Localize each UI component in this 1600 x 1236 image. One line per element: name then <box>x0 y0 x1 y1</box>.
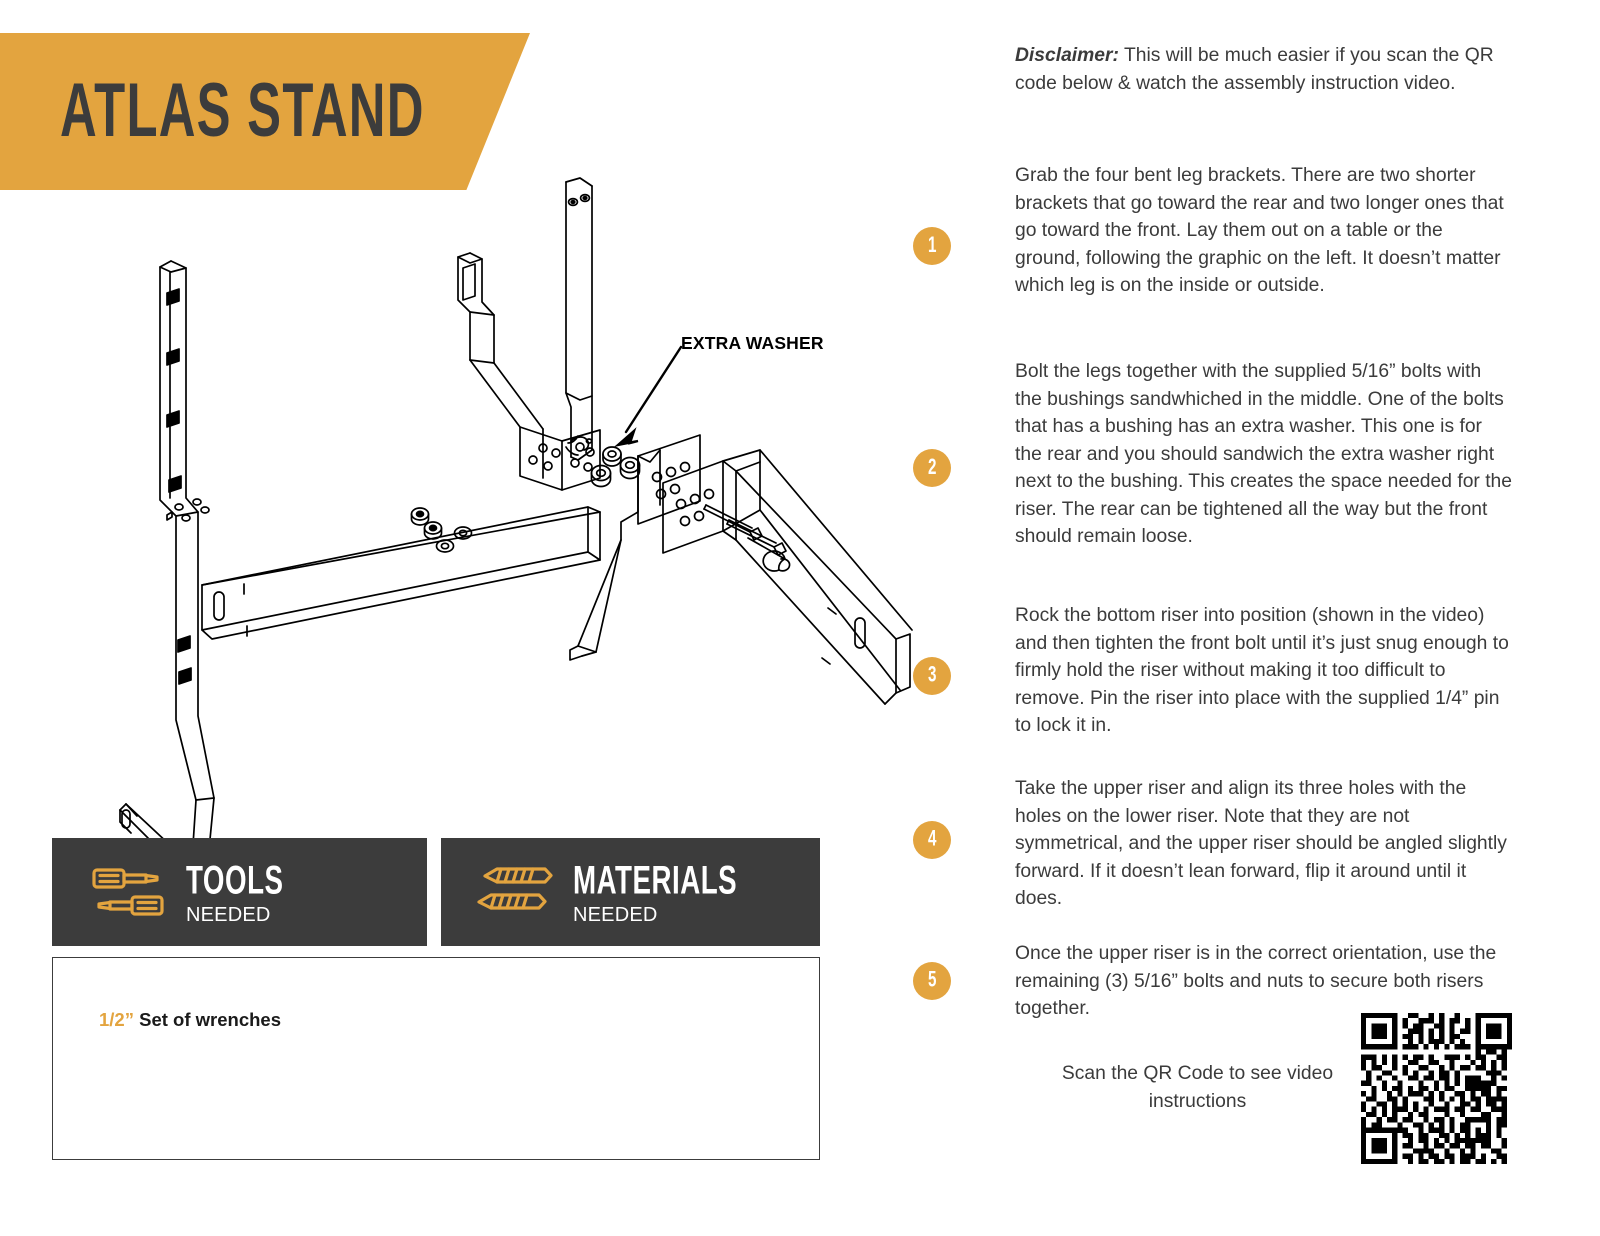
tools-list-item <box>99 1009 281 1031</box>
screws-icon <box>475 862 555 922</box>
upper-riser <box>566 178 592 460</box>
cross-beam-upper <box>202 507 600 639</box>
requirements-body <box>52 957 820 1160</box>
base-legs <box>18 798 326 840</box>
disclaimer-label: Disclaimer: <box>1015 45 1119 66</box>
step-badge-3: 3 <box>913 657 951 695</box>
materials-subtitle: NEEDED <box>573 903 658 926</box>
page-title: ATLAS STAND <box>60 69 425 154</box>
bushing-washer-group <box>592 447 640 487</box>
screwdrivers-icon <box>88 862 168 922</box>
qr-caption: Scan the QR Code to see video instructions <box>1061 1063 1334 1112</box>
extra-washer-callout-label: EXTRA WASHER <box>681 333 824 353</box>
step-paragraph-4: Take the upper riser and align its three holes with the holes on the lower riser. Note that they are not symmetrical, and the upper riser should be angled slightly forward. If it doesn’t lean forward, flip it around until it does. <box>1015 778 1507 909</box>
qr-code-image <box>1361 1013 1512 1164</box>
step-paragraph-5: Once the upper riser is in the correct orientation, use the remaining (3) 5/16” bolts and nuts to secure both risers together. <box>1015 943 1497 1019</box>
materials-title: MATERIALS <box>573 857 738 902</box>
leg-bracket-front-left <box>570 435 700 660</box>
step-paragraph-3: Rock the bottom riser into position (shown in the video) and then tighten the front bolt until it’s just snug enough to firmly hold the riser without making it too difficult to remove. Pin the riser into place with the supplied 1/4” pin to lock it in. <box>1015 605 1509 736</box>
leg-bracket-front-right <box>458 253 600 490</box>
leg-bracket-rear-left <box>160 261 214 800</box>
disclaimer-text: This will be much easier if you scan the QR code below & watch the assembly instruction video. <box>1015 45 1494 94</box>
requirements-panel <box>52 838 820 1160</box>
assembly-diagram <box>0 160 940 840</box>
step-badge-4: 4 <box>913 821 951 859</box>
tool-label: Set of wrenches <box>139 1009 281 1030</box>
step-badge-1: 1 <box>913 227 951 265</box>
tools-title: TOOLS <box>186 857 284 902</box>
step-badge-2: 2 <box>913 449 951 487</box>
callout-arrow <box>618 347 681 445</box>
tool-quantity: 1/2” <box>99 1009 134 1030</box>
step-paragraph-1: Grab the four bent leg brackets. There are two shorter brackets that go toward the rear and two longer ones that go toward the front. Lay them out on a table or the ground, following the graphic on the left. It doesn’t matter which leg is on the inside or outside. <box>1015 165 1504 296</box>
tools-header <box>52 838 427 946</box>
step-paragraph-2: Bolt the legs together with the supplied 5/16” bolts with the bushings sandwhiched in the middle. One of the bolts that has a bushing has an extra washer. This one is for the rear and you should sandwich the extra washer right next to the bushing. This creates the space needed for the riser. The rear can be tightened all the way but the front should remain loose. <box>1015 361 1513 547</box>
materials-header <box>441 838 820 946</box>
step-badge-5: 5 <box>913 962 951 1000</box>
tools-subtitle: NEEDED <box>186 903 271 926</box>
step-paragraph-disclaimer <box>1015 42 1512 97</box>
